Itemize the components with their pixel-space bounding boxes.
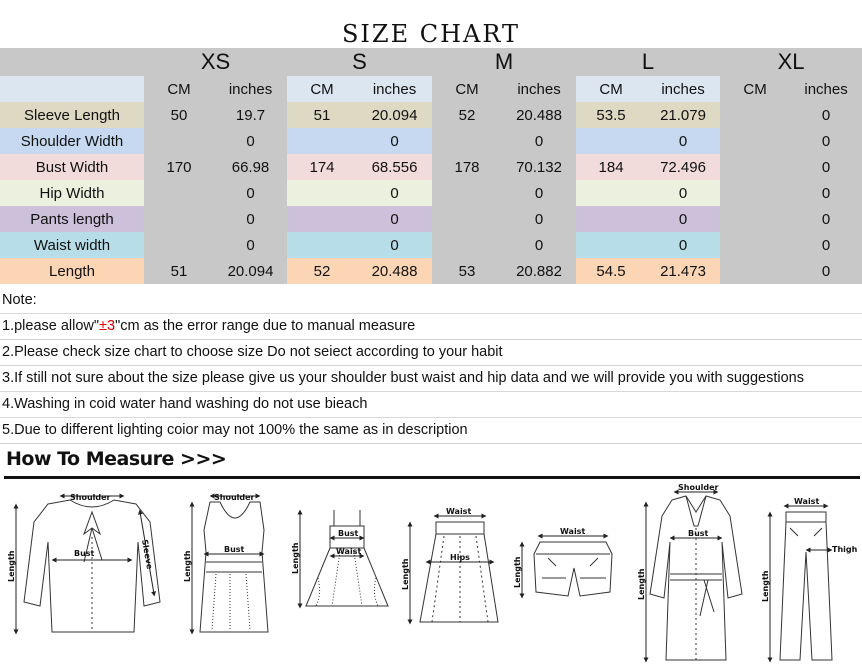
cm-value-cell [720, 154, 790, 180]
label-length: Length [7, 550, 16, 582]
unit-cm: CM [720, 76, 790, 102]
inches-value-cell: 68.556 [357, 154, 432, 180]
measurement-label: Length [0, 258, 144, 284]
shorts-icon [522, 536, 612, 596]
label-waist: Waist [446, 507, 472, 516]
size-header-l: L [576, 48, 720, 76]
label-length: Length [401, 558, 410, 590]
inches-value-cell: 0 [214, 206, 287, 232]
label-bust: Bust [224, 545, 245, 554]
notes-section [0, 288, 862, 444]
sundress-icon [300, 510, 388, 606]
cm-value-cell [576, 180, 646, 206]
inches-value-cell: 0 [214, 232, 287, 258]
cm-value-cell: 53.5 [576, 102, 646, 128]
inches-value-cell: 20.882 [502, 258, 576, 284]
label-waist: Waist [560, 527, 586, 536]
measurement-label: Shoulder Width [0, 128, 144, 154]
cm-value-cell [720, 206, 790, 232]
measurement-label: Bust Width [0, 154, 144, 180]
label-length: Length [183, 550, 192, 582]
cm-value-cell [576, 128, 646, 154]
inches-value-cell: 0 [790, 154, 862, 180]
cm-value-cell: 53 [432, 258, 502, 284]
how-to-measure-divider [4, 476, 860, 479]
label-waist: Waist [336, 547, 362, 556]
note-1-tolerance: ±3 [99, 318, 116, 334]
label-shoulder: Shoulder [70, 493, 111, 502]
inches-value-cell: 0 [790, 102, 862, 128]
label-bust: Bust [338, 529, 359, 538]
cm-value-cell: 178 [432, 154, 502, 180]
label-length: Length [761, 570, 770, 602]
inches-value-cell: 0 [502, 180, 576, 206]
inches-value-cell: 0 [357, 180, 432, 206]
cm-value-cell [576, 206, 646, 232]
cm-value-cell [720, 180, 790, 206]
inches-value-cell: 70.132 [502, 154, 576, 180]
measurement-label: Waist width [0, 232, 144, 258]
measurement-label: Sleeve Length [0, 102, 144, 128]
size-row-hip-width [0, 180, 862, 206]
cm-value-cell: 51 [144, 258, 214, 284]
cm-value-cell [144, 128, 214, 154]
size-header-s: S [287, 48, 432, 76]
label-length: Length [513, 556, 522, 588]
cm-value-cell [144, 180, 214, 206]
inches-value-cell: 0 [502, 232, 576, 258]
cm-value-cell [432, 128, 502, 154]
inches-value-cell: 20.094 [214, 258, 287, 284]
size-chart-body [0, 102, 862, 284]
inches-value-cell: 0 [646, 232, 720, 258]
trousers-icon [770, 506, 832, 660]
inches-value-cell: 66.98 [214, 154, 287, 180]
note-1 [0, 314, 862, 340]
label-thigh: Thigh [832, 545, 858, 554]
inches-value-cell: 0 [790, 258, 862, 284]
inches-value-cell: 21.079 [646, 102, 720, 128]
inches-value-cell: 0 [214, 128, 287, 154]
cm-value-cell: 170 [144, 154, 214, 180]
label-waist: Waist [794, 497, 820, 506]
inches-value-cell: 0 [502, 206, 576, 232]
inches-value-cell: 19.7 [214, 102, 287, 128]
measurement-label: Hip Width [0, 180, 144, 206]
measurement-figures [0, 482, 862, 669]
note-5: 5.Due to different lighting coior may not 100% the same as in description [0, 418, 862, 444]
inches-value-cell: 0 [790, 232, 862, 258]
cm-value-cell [432, 232, 502, 258]
unit-inches: inches [214, 76, 287, 102]
cm-value-cell [720, 232, 790, 258]
cm-value-cell: 50 [144, 102, 214, 128]
inches-value-cell: 21.473 [646, 258, 720, 284]
label-bust: Bust [74, 549, 95, 558]
note-4: 4.Washing in coid water hand washing do not use bieach [0, 392, 862, 418]
cm-value-cell [287, 180, 357, 206]
unit-cm: CM [144, 76, 214, 102]
cm-value-cell [720, 128, 790, 154]
note-1-suffix: "cm as the error range due to manual measure [115, 318, 416, 334]
skirt-icon [410, 516, 498, 622]
inches-value-cell: 20.488 [502, 102, 576, 128]
inches-value-cell: 72.496 [646, 154, 720, 180]
inches-value-cell: 0 [646, 180, 720, 206]
cm-value-cell [144, 206, 214, 232]
note-2: 2.Please check size chart to choose size Do not seiect according to your habit [0, 340, 862, 366]
inches-value-cell: 20.488 [357, 258, 432, 284]
inches-value-cell: 0 [357, 232, 432, 258]
cm-value-cell [576, 232, 646, 258]
cm-value-cell: 54.5 [576, 258, 646, 284]
label-bust: Bust [688, 529, 709, 538]
unit-cm: CM [287, 76, 357, 102]
cm-value-cell: 51 [287, 102, 357, 128]
measurement-label: Pants length [0, 206, 144, 232]
tank-top-icon [192, 496, 268, 632]
unit-cm: CM [432, 76, 502, 102]
cm-value-cell: 184 [576, 154, 646, 180]
inches-value-cell: 0 [357, 128, 432, 154]
cm-value-cell [144, 232, 214, 258]
label-shoulder: Shoulder [214, 493, 255, 502]
inches-value-cell: 0 [502, 128, 576, 154]
label-hips: Hips [450, 553, 470, 562]
page-title: SIZE CHART [341, 20, 521, 48]
inches-value-cell: 0 [646, 128, 720, 154]
inches-value-cell: 20.094 [357, 102, 432, 128]
blouse-icon [16, 496, 160, 632]
inches-value-cell: 0 [790, 180, 862, 206]
inches-value-cell: 0 [357, 206, 432, 232]
size-row-shoulder-width [0, 128, 862, 154]
size-row-bust-width [0, 154, 862, 180]
note-1-prefix: 1.please allow" [2, 318, 100, 334]
size-row-pants-length [0, 206, 862, 232]
label-shoulder: Shoulder [678, 483, 719, 492]
cm-value-cell [432, 180, 502, 206]
label-length: Length [637, 568, 646, 600]
size-chart-table [0, 48, 862, 284]
size-header-xl: XL [720, 48, 862, 76]
inches-value-cell: 0 [214, 180, 287, 206]
label-sleeve: Sleeve [140, 538, 155, 570]
cm-value-cell [287, 128, 357, 154]
note-3: 3.If still not sure about the size please give us your shoulder bust waist and hip data and we will provide you with suggestions [0, 366, 862, 392]
how-to-measure-heading: How To Measure >>> [6, 448, 227, 470]
unit-header-row [0, 76, 862, 102]
size-header-xs: XS [144, 48, 287, 76]
size-row-waist-width [0, 232, 862, 258]
size-header-row [0, 48, 862, 76]
cm-value-cell [287, 206, 357, 232]
inches-value-cell: 0 [790, 206, 862, 232]
cm-value-cell [720, 258, 790, 284]
cm-value-cell: 52 [432, 102, 502, 128]
inches-value-cell: 0 [646, 206, 720, 232]
unit-inches: inches [790, 76, 862, 102]
cm-value-cell: 52 [287, 258, 357, 284]
cm-value-cell [432, 206, 502, 232]
unit-header-spacer [0, 76, 144, 102]
inches-value-cell: 0 [790, 128, 862, 154]
cm-value-cell: 174 [287, 154, 357, 180]
cm-value-cell [720, 102, 790, 128]
size-row-length [0, 258, 862, 284]
size-header-m: M [432, 48, 576, 76]
size-header-spacer [0, 48, 144, 76]
unit-inches: inches [646, 76, 720, 102]
cm-value-cell [287, 232, 357, 258]
unit-inches: inches [502, 76, 576, 102]
unit-cm: CM [576, 76, 646, 102]
size-row-sleeve-length [0, 102, 862, 128]
unit-inches: inches [357, 76, 432, 102]
notes-heading: Note: [0, 288, 862, 314]
label-length: Length [291, 542, 300, 574]
trench-coat-icon [646, 492, 742, 660]
